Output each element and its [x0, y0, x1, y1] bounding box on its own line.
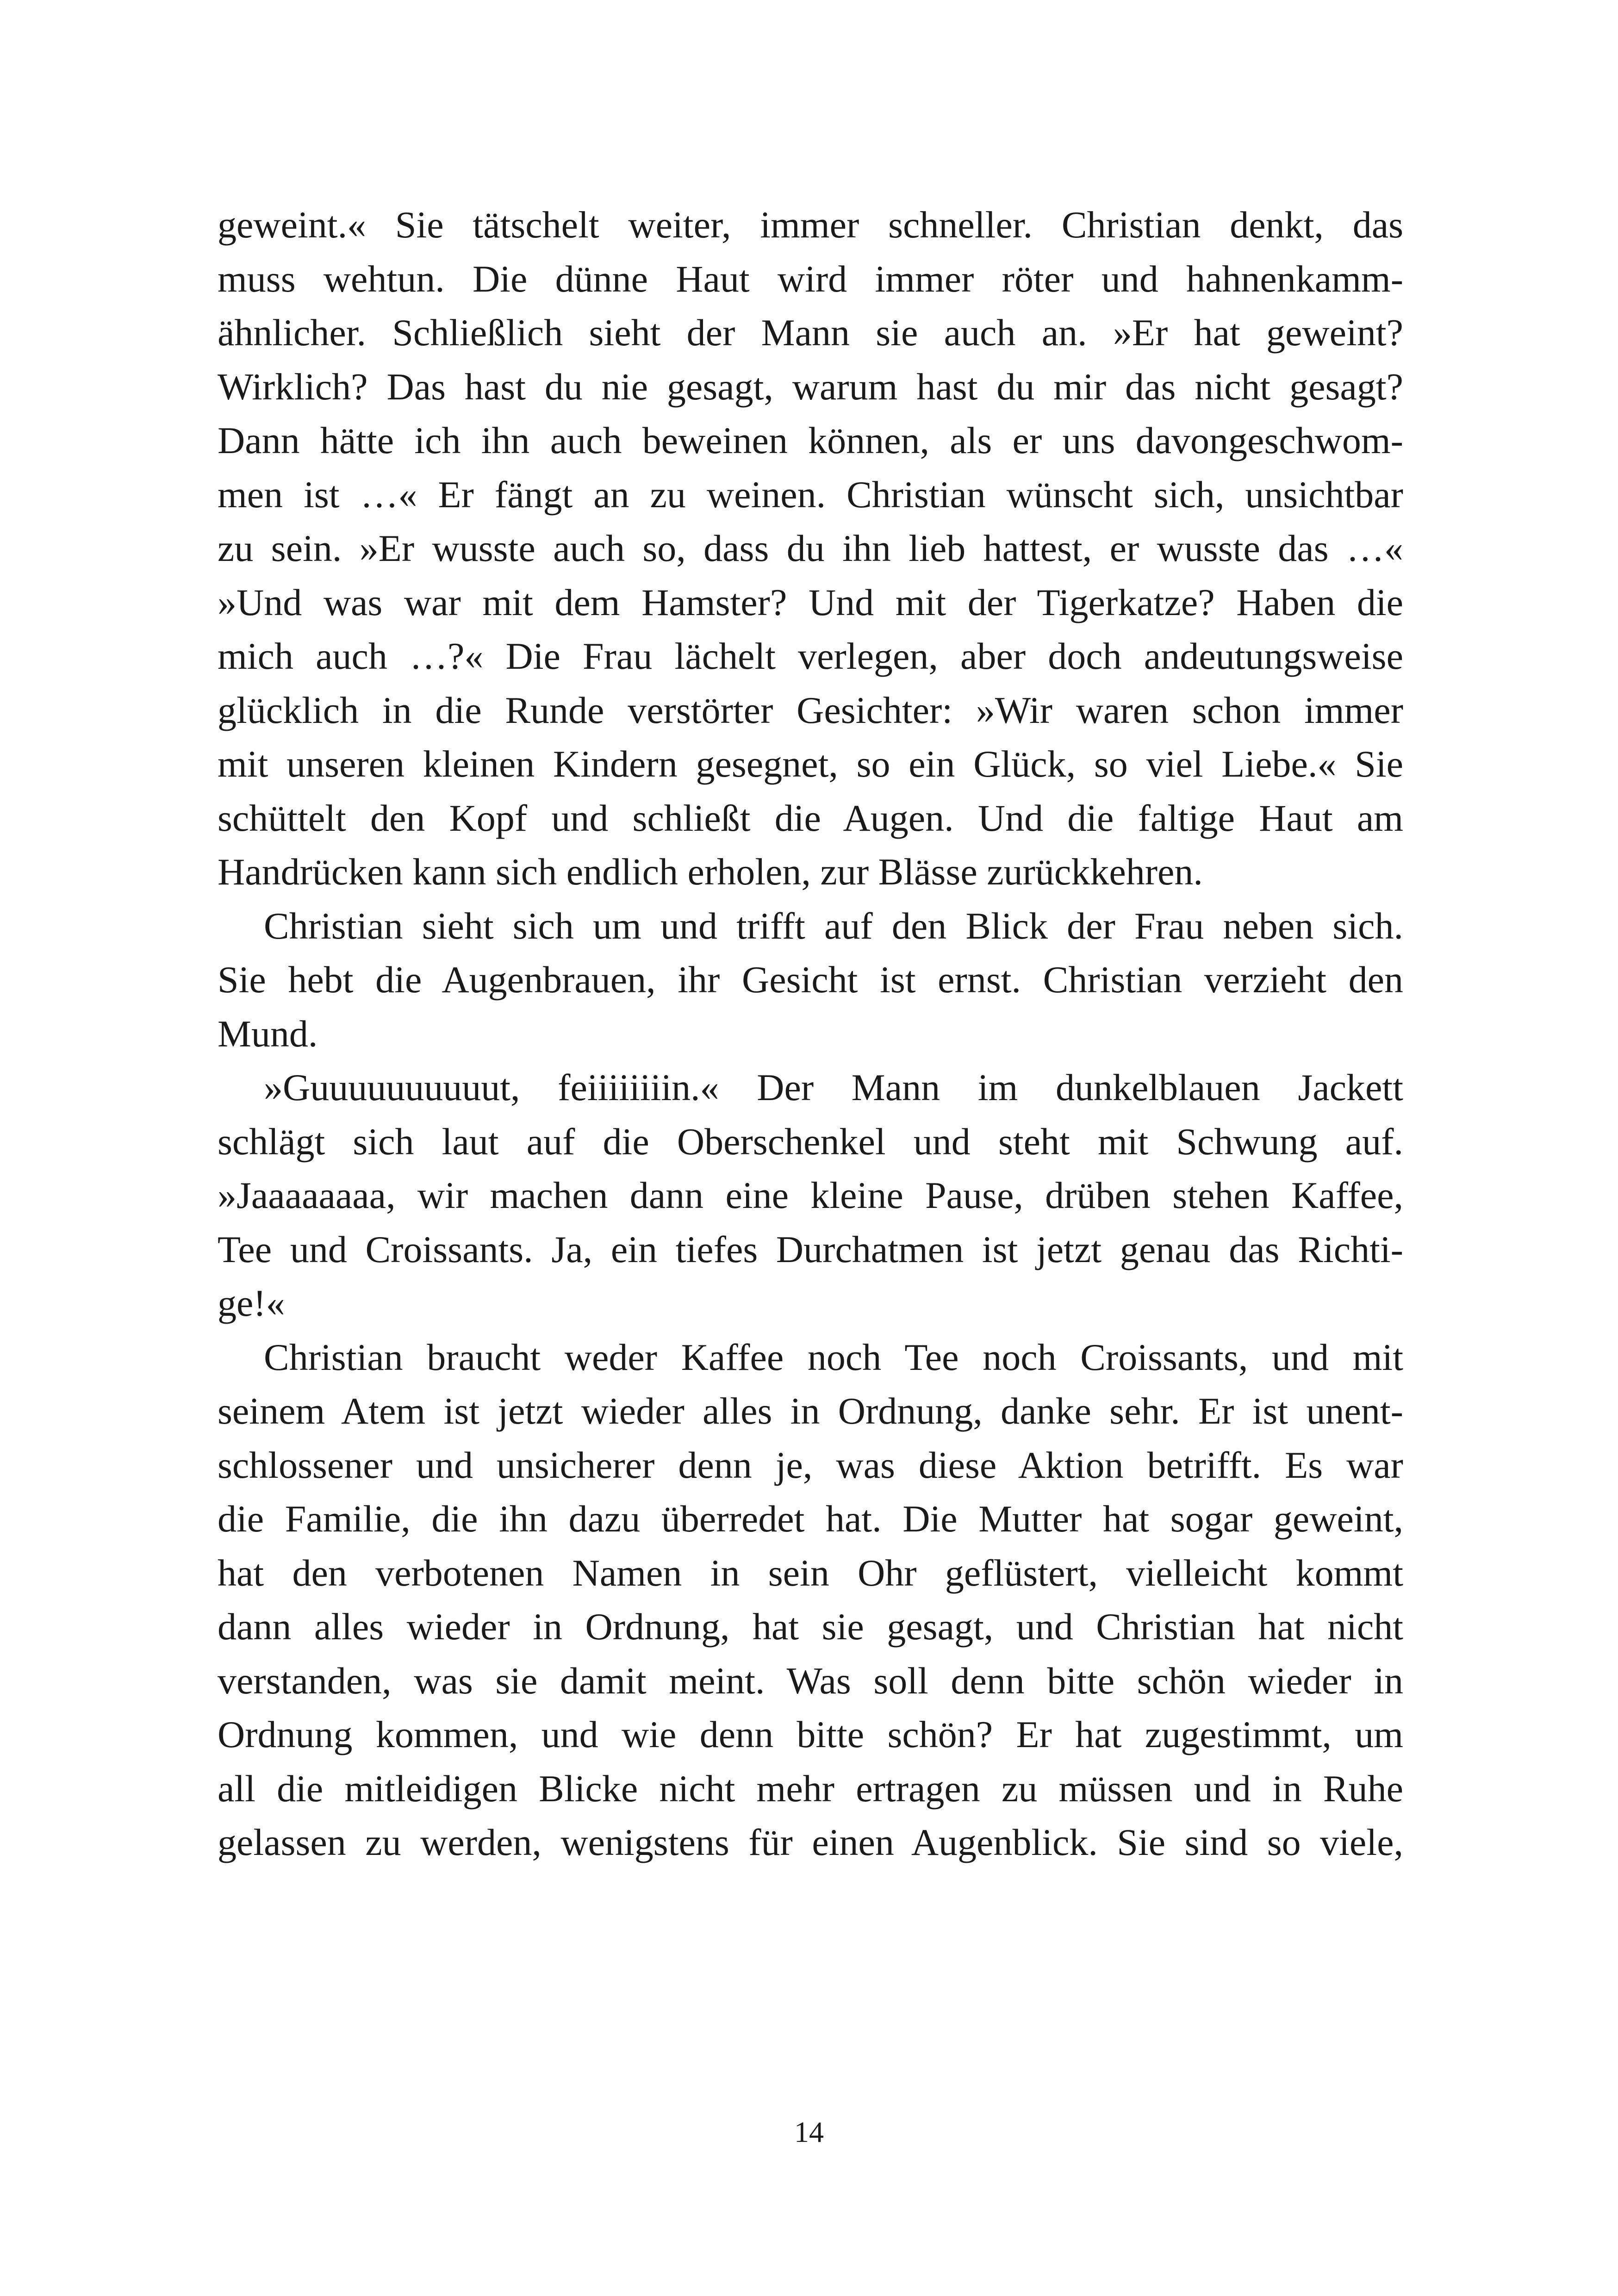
text-line: Christian braucht weder Kaffee noch Tee noch Croissants, und mit — [264, 1336, 1403, 1378]
text-line: geweint.« Sie tätschelt weiter, immer schneller. Christian denkt, das — [218, 204, 1403, 246]
text-line: Christian sieht sich um und trifft auf den Blick der Frau neben sich. — [264, 904, 1403, 947]
text-line: men ist …« Er fängt an zu weinen. Christian wünscht sich, unsichtbar — [218, 473, 1403, 516]
text-line: all die mitleidigen Blicke nicht mehr ertragen zu müssen und in Ruhe — [218, 1767, 1403, 1810]
text-line: Wirklich? Das hast du nie gesagt, warum hast du mir das nicht gesagt? — [218, 365, 1403, 408]
text-line: Handrücken kann sich endlich erholen, zur Blässe zurückkehren. — [218, 851, 1203, 893]
text-line: »Und was war mit dem Hamster? Und mit der Tigerkatze? Haben die — [218, 581, 1403, 623]
text-line: gelassen zu werden, wenigstens für einen Augenblick. Sie sind so viele, — [218, 1821, 1403, 1863]
text-line: dann alles wieder in Ordnung, hat sie gesagt, und Christian hat nicht — [218, 1605, 1403, 1648]
text-line: zu sein. »Er wusste auch so, dass du ihn lieb hattest, er wusste das …« — [218, 527, 1403, 569]
text-line: Ordnung kommen, und wie denn bitte schön? Er hat zugestimmt, um — [218, 1713, 1403, 1755]
text-line: schüttelt den Kopf und schließt die Augen. Und die faltige Haut am — [218, 796, 1403, 839]
text-line: Mund. — [218, 1012, 318, 1055]
text-line: verstanden, was sie damit meint. Was soll denn bitte schön wieder in — [218, 1659, 1403, 1702]
text-line: glücklich in die Runde verstörter Gesichter: »Wir waren schon immer — [218, 689, 1403, 731]
text-line: »Jaaaaaaaa, wir machen dann eine kleine Pause, drüben stehen Kaffee, — [218, 1174, 1403, 1216]
text-line: »Guuuuuuuuuut, feiiiiiiiin.« Der Mann im dunkelblauen Jackett — [264, 1066, 1403, 1108]
body-text — [218, 198, 1403, 1870]
text-line: ge!« — [218, 1282, 285, 1324]
text-line: Sie hebt die Augenbrauen, ihr Gesicht ist ernst. Christian verzieht den — [218, 958, 1403, 1001]
page-number: 14 — [794, 2116, 824, 2148]
text-line: schlossener und unsicherer denn je, was diese Aktion betrifft. Es war — [218, 1444, 1403, 1486]
text-line: schlägt sich laut auf die Oberschenkel und steht mit Schwung auf. — [218, 1120, 1403, 1163]
text-line: hat den verbotenen Namen in sein Ohr geflüstert, vielleicht kommt — [218, 1551, 1403, 1594]
text-line: mit unseren kleinen Kindern gesegnet, so ein Glück, so viel Liebe.« Sie — [218, 743, 1403, 785]
text-line: muss wehtun. Die dünne Haut wird immer röter und hahnenkamm- — [218, 257, 1403, 300]
text-line: Tee und Croissants. Ja, ein tiefes Durchatmen ist jetzt genau das Richti- — [218, 1228, 1403, 1270]
text-line: ähnlicher. Schließlich sieht der Mann sie auch an. »Er hat geweint? — [218, 311, 1403, 354]
text-line: mich auch …?« Die Frau lächelt verlegen, aber doch andeutungsweise — [218, 635, 1403, 677]
text-line: die Familie, die ihn dazu überredet hat. Die Mutter hat sogar geweint, — [218, 1498, 1403, 1540]
text-line: Dann hätte ich ihn auch beweinen können, als er uns davongeschwom- — [218, 419, 1403, 461]
text-line: seinem Atem ist jetzt wieder alles in Ordnung, danke sehr. Er ist unent- — [218, 1390, 1403, 1432]
